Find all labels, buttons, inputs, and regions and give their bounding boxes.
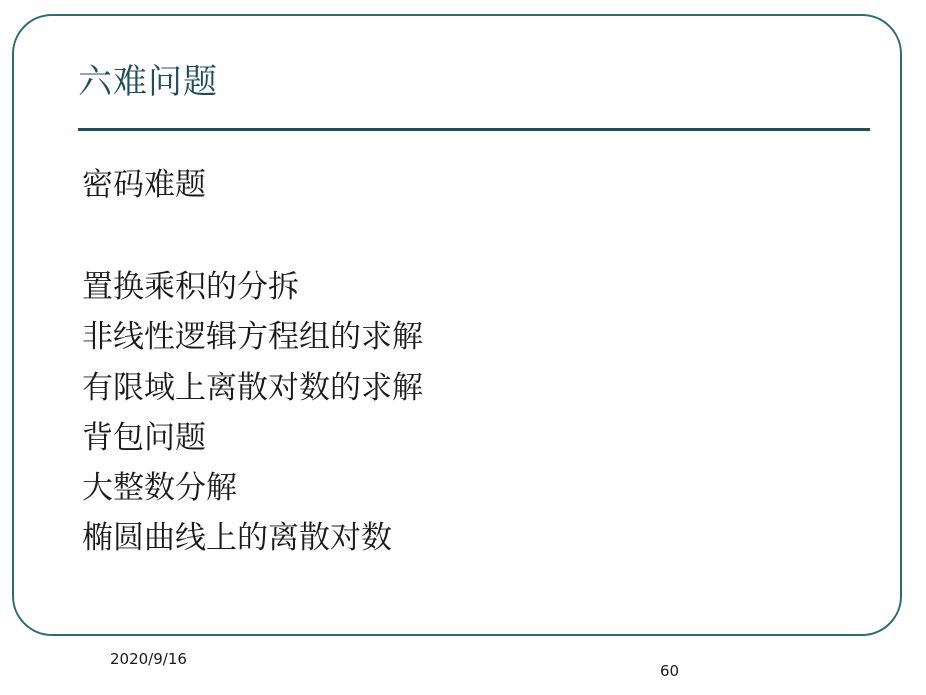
list-item: 置换乘积的分拆 <box>82 269 299 306</box>
list-item: 非线性逻辑方程组的求解 <box>82 319 423 356</box>
page-title: 六难问题 <box>78 62 218 102</box>
list-item: 椭圆曲线上的离散对数 <box>82 520 392 557</box>
footer-page-number: 60 <box>660 662 680 680</box>
title-divider <box>78 128 870 131</box>
list-item: 背包问题 <box>82 419 206 456</box>
list-item: 大整数分解 <box>82 470 237 507</box>
footer-date: 2020/9/16 <box>110 650 187 668</box>
body-intro-line: 密码难题 <box>82 167 206 203</box>
body-spacer <box>82 210 852 262</box>
slide-body <box>82 160 852 564</box>
list-item: 有限域上离散对数的求解 <box>82 369 423 406</box>
